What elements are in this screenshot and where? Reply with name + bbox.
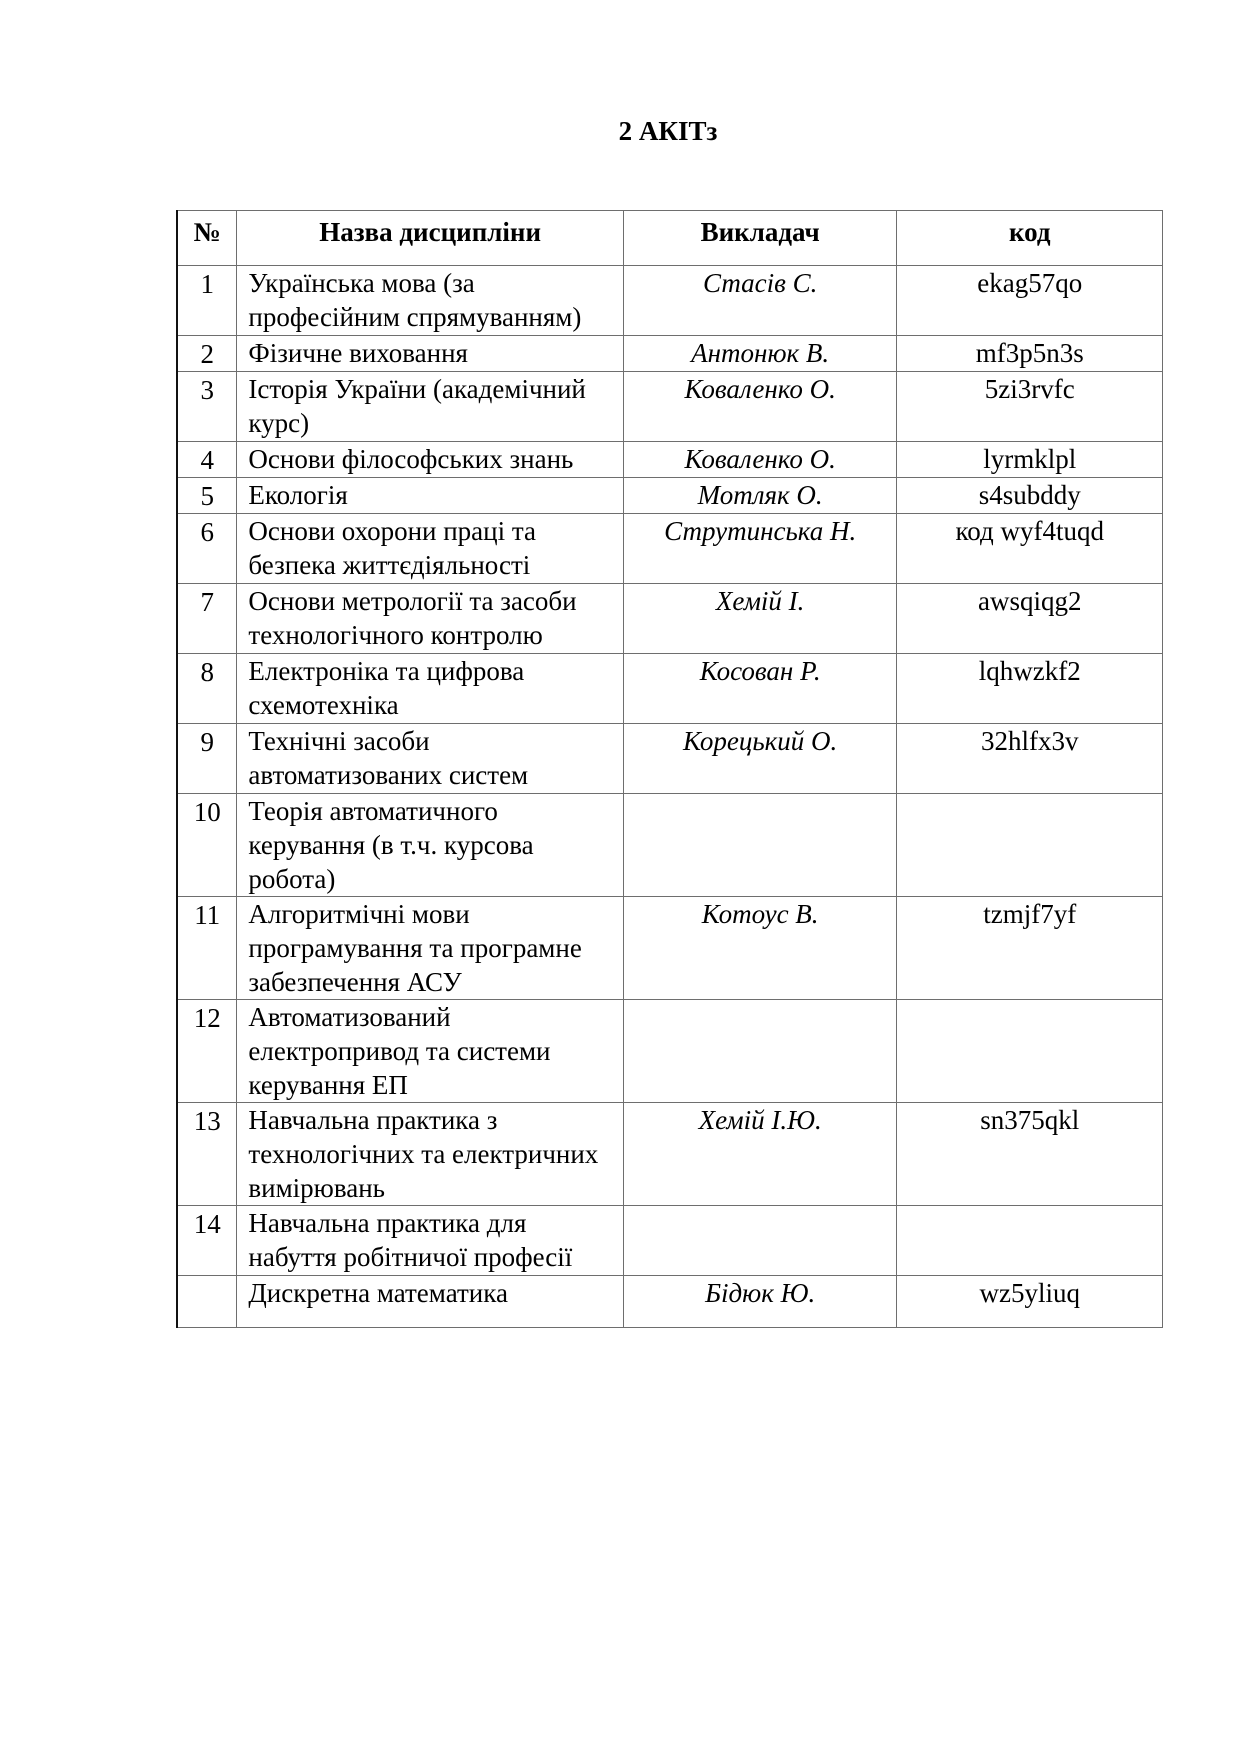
discipline-name: Електроніка та цифрова схемотехніка xyxy=(237,654,623,724)
row-number: 12 xyxy=(177,1000,237,1103)
header-discipline-name: Назва дисципліни xyxy=(237,211,623,266)
discipline-name: Автоматизований електропривод та системи керування ЕП xyxy=(237,1000,623,1103)
discipline-name: Навчальна практика з технологічних та електричних вимірювань xyxy=(237,1103,623,1206)
header-code: код xyxy=(897,211,1163,266)
teacher-name: Косован Р. xyxy=(623,654,897,724)
discipline-name: Алгоритмічні мови програмування та програмне забезпечення АСУ xyxy=(237,897,623,1000)
class-code xyxy=(897,1000,1163,1103)
row-number: 14 xyxy=(177,1206,237,1276)
class-code: sn375qkl xyxy=(897,1103,1163,1206)
class-code: wz5yliuq xyxy=(897,1276,1163,1328)
teacher-name: Котоус В. xyxy=(623,897,897,1000)
class-code: awsqiqg2 xyxy=(897,584,1163,654)
row-number: 11 xyxy=(177,897,237,1000)
discipline-name: Основи філософських знань xyxy=(237,442,623,478)
row-number: 6 xyxy=(177,514,237,584)
table-row xyxy=(177,654,1163,724)
teacher-name: Коваленко О. xyxy=(623,442,897,478)
header-teacher: Викладач xyxy=(623,211,897,266)
table-row xyxy=(177,1276,1163,1328)
table-row xyxy=(177,584,1163,654)
row-number: 2 xyxy=(177,336,237,372)
teacher-name xyxy=(623,794,897,897)
class-code: tzmjf7yf xyxy=(897,897,1163,1000)
class-code: s4subddy xyxy=(897,478,1163,514)
discipline-name: Українська мова (за професійним спрямуванням) xyxy=(237,266,623,336)
table-row xyxy=(177,724,1163,794)
teacher-name: Антонюк В. xyxy=(623,336,897,372)
teacher-name: Корецький О. xyxy=(623,724,897,794)
class-code: ekag57qo xyxy=(897,266,1163,336)
discipline-name: Екологія xyxy=(237,478,623,514)
class-code: код wyf4tuqd xyxy=(897,514,1163,584)
table-row xyxy=(177,1103,1163,1206)
row-number: 8 xyxy=(177,654,237,724)
table-header-row xyxy=(177,211,1163,266)
table-row xyxy=(177,794,1163,897)
table-row xyxy=(177,478,1163,514)
row-number xyxy=(177,1276,237,1328)
row-number: 3 xyxy=(177,372,237,442)
class-code xyxy=(897,1206,1163,1276)
table-row xyxy=(177,897,1163,1000)
discipline-name: Технічні засоби автоматизованих систем xyxy=(237,724,623,794)
table-row xyxy=(177,336,1163,372)
teacher-name xyxy=(623,1000,897,1103)
class-code: lqhwzkf2 xyxy=(897,654,1163,724)
table-row xyxy=(177,442,1163,478)
discipline-name: Історія України (академічний курс) xyxy=(237,372,623,442)
table-row xyxy=(177,1206,1163,1276)
disciplines-table xyxy=(176,210,1163,1328)
row-number: 4 xyxy=(177,442,237,478)
teacher-name: Струтинська Н. xyxy=(623,514,897,584)
table-row xyxy=(177,1000,1163,1103)
discipline-name: Теорія автоматичного керування (в т.ч. курсова робота) xyxy=(237,794,623,897)
discipline-name: Фізичне виховання xyxy=(237,336,623,372)
discipline-name: Основи метрології та засоби технологічного контролю xyxy=(237,584,623,654)
row-number: 13 xyxy=(177,1103,237,1206)
teacher-name: Стасів С. xyxy=(623,266,897,336)
teacher-name: Мотляк О. xyxy=(623,478,897,514)
row-number: 10 xyxy=(177,794,237,897)
teacher-name: Коваленко О. xyxy=(623,372,897,442)
class-code: lyrmklpl xyxy=(897,442,1163,478)
row-number: 1 xyxy=(177,266,237,336)
document-title: 2 АКІТз xyxy=(618,116,718,146)
table-row xyxy=(177,266,1163,336)
table-row xyxy=(177,514,1163,584)
class-code: 32hlfx3v xyxy=(897,724,1163,794)
teacher-name xyxy=(623,1206,897,1276)
teacher-name: Хемій І. xyxy=(623,584,897,654)
discipline-name: Дискретна математика xyxy=(237,1276,623,1328)
header-number: № xyxy=(177,211,237,266)
class-code xyxy=(897,794,1163,897)
row-number: 5 xyxy=(177,478,237,514)
table-row xyxy=(177,372,1163,442)
teacher-name: Хемій І.Ю. xyxy=(623,1103,897,1206)
teacher-name: Бідюк Ю. xyxy=(623,1276,897,1328)
row-number: 7 xyxy=(177,584,237,654)
row-number: 9 xyxy=(177,724,237,794)
discipline-name: Навчальна практика для набуття робітничої професії xyxy=(237,1206,623,1276)
class-code: mf3p5n3s xyxy=(897,336,1163,372)
class-code: 5zi3rvfc xyxy=(897,372,1163,442)
discipline-name: Основи охорони праці та безпека життєдіяльності xyxy=(237,514,623,584)
